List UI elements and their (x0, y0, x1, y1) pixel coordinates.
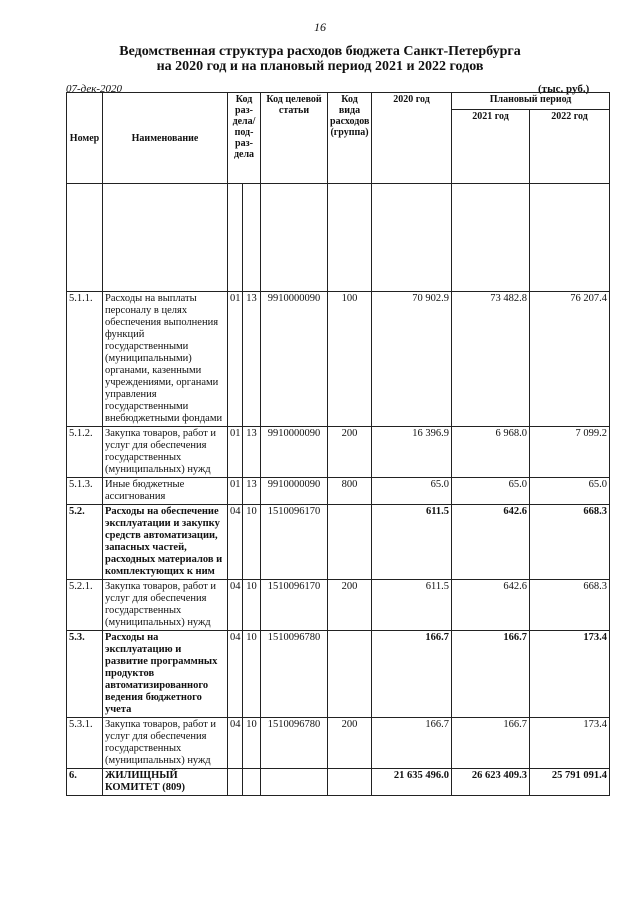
row-target-code: 9910000090 (261, 292, 328, 427)
row-value-2022: 668.3 (530, 580, 610, 631)
row-expense-type (328, 769, 372, 796)
row-section: 01 (228, 427, 243, 478)
row-subsection: 10 (243, 718, 261, 769)
row-number: 5.3.1. (67, 718, 103, 769)
row-target-code: 1510096780 (261, 718, 328, 769)
row-expense-type (328, 631, 372, 718)
table-row (67, 427, 610, 478)
row-value-2021: 6 968.0 (452, 427, 530, 478)
row-value-2021: 166.7 (452, 718, 530, 769)
row-number: 5.2. (67, 505, 103, 580)
row-value-2022: 173.4 (530, 631, 610, 718)
document-title (0, 44, 640, 74)
row-name: ЖИЛИЩНЫЙ КОМИТЕТ (809) (103, 769, 228, 796)
row-value-2022: 25 791 091.4 (530, 769, 610, 796)
row-subsection: 10 (243, 580, 261, 631)
header-expense-type: Код вида расходов (группа) (328, 93, 372, 184)
row-name: Расходы на эксплуатацию и развитие программных продуктов автоматизированного ведения бюджетного учета (103, 631, 228, 718)
spacer-row (67, 184, 610, 292)
row-name: Расходы на выплаты персоналу в целях обеспечения выполнения функций государственными (муниципальными) органами, казенными учреждениями, органами управления государственными внебюджетными фондами (103, 292, 228, 427)
row-section: 01 (228, 478, 243, 505)
row-section: 04 (228, 580, 243, 631)
page-number: 16 (314, 20, 326, 34)
row-target-code: 9910000090 (261, 427, 328, 478)
header-2021: 2021 год (452, 110, 530, 184)
row-target-code: 9910000090 (261, 478, 328, 505)
row-subsection (243, 769, 261, 796)
table-row (67, 505, 610, 580)
row-section (228, 769, 243, 796)
row-number: 6. (67, 769, 103, 796)
row-value-2021: 65.0 (452, 478, 530, 505)
row-section: 04 (228, 631, 243, 718)
row-expense-type: 200 (328, 718, 372, 769)
header-2022: 2022 год (530, 110, 610, 184)
row-subsection: 13 (243, 292, 261, 427)
title-line-2: на 2020 год и на плановый период 2021 и 2022 годов (156, 59, 484, 74)
title-line-1: Ведомственная структура расходов бюджета Санкт-Петербурга (119, 44, 521, 59)
header-section-code: Код раз-дела/ под-раз-дела (228, 93, 261, 184)
row-value-2020: 166.7 (372, 718, 452, 769)
table-row (67, 631, 610, 718)
header-target-code: Код целевой статьи (261, 93, 328, 184)
row-value-2021: 73 482.8 (452, 292, 530, 427)
header-number: Номер (67, 93, 103, 184)
document-date: 07-дек-2020 (66, 83, 123, 95)
row-value-2021: 642.6 (452, 580, 530, 631)
header-name: Наименование (103, 93, 228, 184)
row-number: 5.1.1. (67, 292, 103, 427)
row-section: 04 (228, 718, 243, 769)
row-subsection: 10 (243, 505, 261, 580)
row-section: 04 (228, 505, 243, 580)
row-expense-type: 100 (328, 292, 372, 427)
row-value-2020: 611.5 (372, 580, 452, 631)
row-value-2022: 668.3 (530, 505, 610, 580)
row-value-2022: 173.4 (530, 718, 610, 769)
row-value-2022: 76 207.4 (530, 292, 610, 427)
row-section: 01 (228, 292, 243, 427)
row-target-code: 1510096170 (261, 505, 328, 580)
row-name: Закупка товаров, работ и услуг для обеспечения государственных (муниципальных) нужд (103, 580, 228, 631)
row-expense-type: 200 (328, 580, 372, 631)
row-value-2021: 166.7 (452, 631, 530, 718)
row-name: Расходы на обеспечение эксплуатации и закупку средств автоматизации, запасных частей, расходных материалов и комплектующих к ним (103, 505, 228, 580)
table-row (67, 718, 610, 769)
row-subsection: 13 (243, 478, 261, 505)
row-number: 5.1.2. (67, 427, 103, 478)
units-label: (тыс. руб.) (538, 83, 590, 95)
row-number: 5.3. (67, 631, 103, 718)
row-value-2021: 642.6 (452, 505, 530, 580)
row-expense-type (328, 505, 372, 580)
row-number: 5.2.1. (67, 580, 103, 631)
row-value-2020: 611.5 (372, 505, 452, 580)
table-row (67, 769, 610, 796)
table-row (67, 292, 610, 427)
row-number: 5.1.3. (67, 478, 103, 505)
row-value-2022: 7 099.2 (530, 427, 610, 478)
budget-table (66, 92, 610, 796)
header-2020: 2020 год (372, 93, 452, 184)
row-value-2020: 166.7 (372, 631, 452, 718)
row-subsection: 10 (243, 631, 261, 718)
row-expense-type: 800 (328, 478, 372, 505)
table-row (67, 478, 610, 505)
row-name: Иные бюджетные ассигнования (103, 478, 228, 505)
row-value-2020: 70 902.9 (372, 292, 452, 427)
row-value-2020: 65.0 (372, 478, 452, 505)
row-value-2022: 65.0 (530, 478, 610, 505)
row-value-2021: 26 623 409.3 (452, 769, 530, 796)
row-target-code: 1510096170 (261, 580, 328, 631)
row-name: Закупка товаров, работ и услуг для обеспечения государственных (муниципальных) нужд (103, 427, 228, 478)
row-value-2020: 16 396.9 (372, 427, 452, 478)
row-value-2020: 21 635 496.0 (372, 769, 452, 796)
row-target-code: 1510096780 (261, 631, 328, 718)
row-subsection: 13 (243, 427, 261, 478)
row-expense-type: 200 (328, 427, 372, 478)
header-planned-period: Плановый период (452, 93, 610, 110)
row-target-code (261, 769, 328, 796)
table-row (67, 580, 610, 631)
row-name: Закупка товаров, работ и услуг для обеспечения государственных (муниципальных) нужд (103, 718, 228, 769)
